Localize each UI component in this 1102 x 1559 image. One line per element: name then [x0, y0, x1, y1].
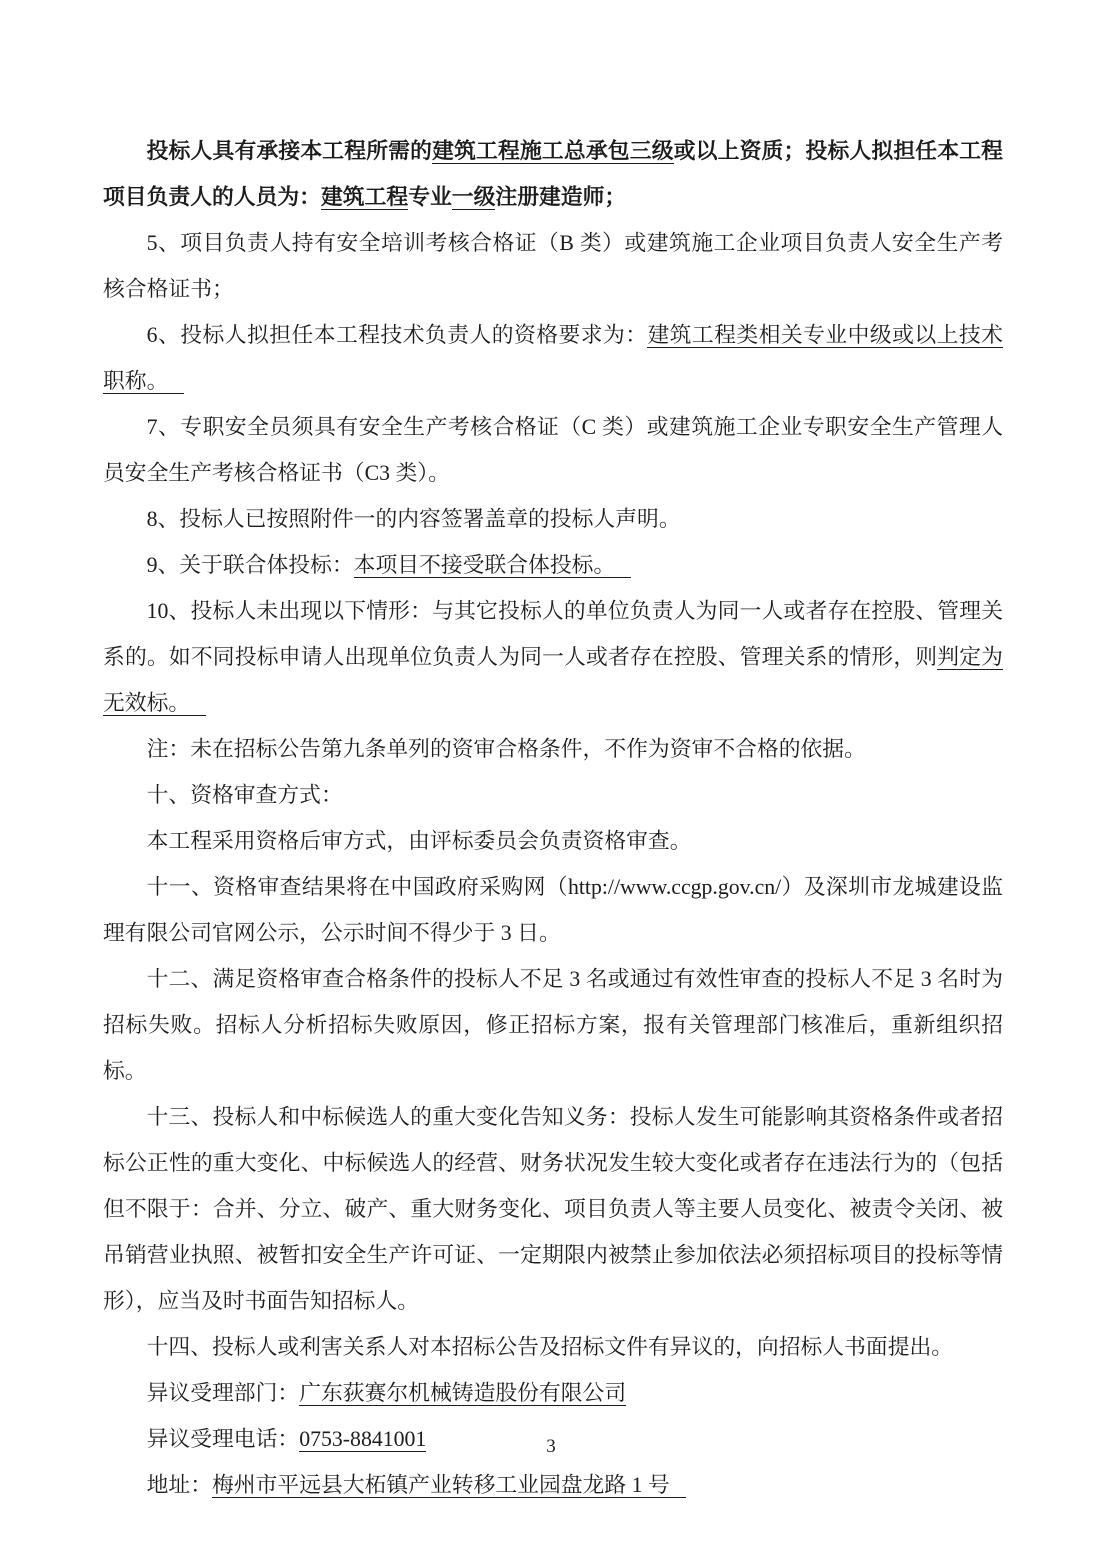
underlined-text: 梅州市平远县大柘镇产业转移工业园盘龙路 1 号: [212, 1473, 686, 1498]
paragraph: [103, 404, 1003, 496]
text-run: 本工程采用资格后审方式，由评标委员会负责资格审查。: [146, 829, 692, 853]
underlined-text: 建筑工程类相关专业中级或以上技术职称。: [103, 323, 1003, 393]
underlined-text: 一级: [451, 185, 496, 209]
text-run: 专业: [408, 185, 452, 209]
text-run: 十四、投标人或利害关系人对本招标公告及招标文件有异议的，向招标人书面提出。: [146, 1335, 954, 1359]
paragraph: [103, 726, 1003, 772]
paragraph: [103, 1370, 1003, 1416]
text-run: 十、资格审查方式：: [146, 783, 343, 807]
text-run: 投标人具有承接本工程所需的: [146, 139, 433, 163]
text-run: 十三、投标人和中标候选人的重大变化告知义务：投标人发生可能影响其资格条件或者招标公正性的重大变化、中标候选人的经营、财务状况发生较大变化或者存在违法行为的（包括但不限于：合并、分立、破产、重大财务变化、项目负责人等主要人员变化、被责令关闭、被吊销营业执照、被暂扣安全生产许可证、一定期限内被禁止参加依法必须招标项目的投标等情形），应当及时书面告知招标人。: [103, 1105, 1003, 1313]
text-run: 注：未在招标公告第九条单列的资审合格条件，不作为资审不合格的依据。: [146, 737, 866, 761]
text-run: 或以上资质；投标人拟担任本工程项目负责人的人员为：: [103, 139, 1003, 209]
paragraph: [103, 220, 1003, 312]
text-run: 8、投标人已按照附件一的内容签署盖章的投标人声明。: [146, 507, 681, 531]
text-run: 7、专职安全员须具有安全生产考核合格证（C 类）或建筑施工企业专职安全生产管理人员安全生产考核合格证书（C3 类）。: [103, 415, 1003, 485]
document-body: [103, 128, 1003, 1508]
text-run: 地址：: [146, 1473, 212, 1497]
paragraph: [103, 864, 1003, 956]
underlined-text: 0753-8841001: [299, 1427, 427, 1451]
text-run: 十二、满足资格审查合格条件的投标人不足 3 名或通过有效性审查的投标人不足 3 名时为招标失败。招标人分析招标失败原因，修正招标方案，报有关管理部门核准后，重新组织招标。: [103, 967, 1003, 1083]
paragraph: [103, 128, 1003, 220]
paragraph: [103, 1324, 1003, 1370]
text-run: 6、投标人拟担任本工程技术负责人的资格要求为：: [146, 323, 648, 347]
underlined-text: 广东荻赛尔机械铸造股份有限公司: [299, 1381, 627, 1405]
underlined-text: 本项目不接受联合体投标。: [354, 553, 632, 578]
paragraph: [103, 312, 1003, 404]
paragraph: [103, 956, 1003, 1094]
page-number: 3: [546, 1436, 556, 1457]
paragraph: [103, 542, 1003, 588]
text-run: 9、关于联合体投标：: [146, 553, 354, 577]
underlined-text: 建筑工程: [320, 185, 409, 209]
paragraph: [103, 818, 1003, 864]
paragraph: [103, 772, 1003, 818]
paragraph: [103, 588, 1003, 726]
text-run: 异议受理部门：: [146, 1381, 300, 1405]
paragraph: [103, 1094, 1003, 1324]
paragraph: [103, 496, 1003, 542]
text-run: 十一、资格审查结果将在中国政府采购网（http://www.ccgp.gov.cn/）及深圳市龙城建设监理有限公司官网公示，公示时间不得少于 3 日。: [103, 875, 1003, 945]
underlined-text: 判定为无效标。: [103, 645, 1003, 715]
text-run: 10、投标人未出现以下情形：与其它投标人的单位负责人为同一人或者存在控股、管理关系的。如不同投标申请人出现单位负责人为同一人或者存在控股、管理关系的情形，则: [103, 599, 1003, 669]
text-run: 异议受理电话：: [146, 1427, 300, 1451]
text-run: 注册建造师；: [495, 185, 627, 209]
text-run: 5、项目负责人持有安全培训考核合格证（B 类）或建筑施工企业项目负责人安全生产考核合格证书；: [103, 231, 1003, 301]
paragraph: [103, 1462, 1003, 1508]
underlined-text: 建筑工程施工总承包三级: [432, 139, 674, 163]
